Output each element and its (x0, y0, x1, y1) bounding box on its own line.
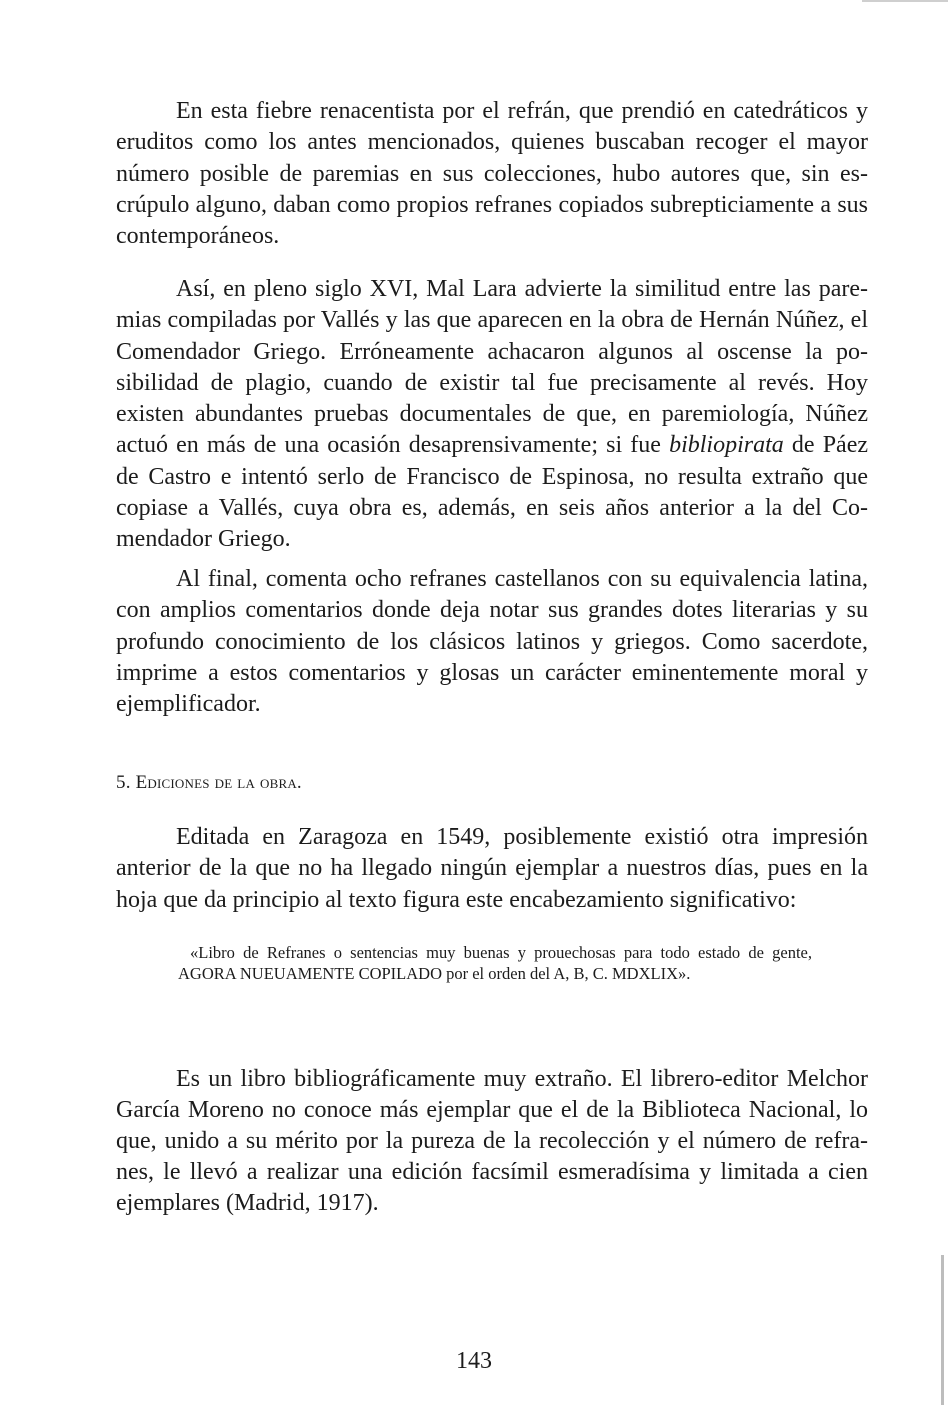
paragraph-3: Al final, comenta ocho refranes castellanos con su equivalencia latina, con amplios comentarios donde deja notar sus grandes dotes literarias y su profundo conocimiento de los clásicos latinos y griegos. Como sacerdote, imprime a estos comentarios y glosas un carácter eminentemente moral y ejemplificador. (116, 566, 868, 718)
paragraph-2 (116, 274, 868, 556)
paragraph-2-emphasis: bibliopirata (669, 432, 784, 459)
paragraph-5: Es un libro bibliográficamente muy extraño. El librero-editor Melchor García Moreno no conoce más ejemplar que el de la Biblioteca Nacional, lo que, unido a su mérito por la pureza de la recolección y el número de refranes, le llevó a realizar una edición facsímil esmeradísima y limitada a cien ejemplares (Madrid, 1917). (116, 1066, 868, 1216)
paragraph-4: Editada en Zaragoza en 1549, posiblemente existió otra impresión anterior de la que no ha llegado ningún ejemplar a nuestros días, pues en la hoja que da principio al texto figura este encabezamiento significativo: (116, 824, 868, 913)
page-edge-right (941, 1255, 944, 1405)
section-heading-title: Ediciones de la obra. (135, 772, 302, 793)
paragraph-2-text-after: de Páez de Castro e intentó serlo de Francisco de Espinosa, no resulta extraño que copiase a Vallés, cuya obra es, además, en seis años anterior a la del Comendador Griego. (116, 432, 869, 553)
section-heading (116, 772, 302, 794)
page-edge-top (862, 0, 948, 2)
section-heading-number: 5. (116, 772, 131, 793)
page-number: 143 (456, 1348, 492, 1374)
paragraph-2-text-before: Así, en pleno siglo XVI, Mal Lara advierte la similitud entre las paremias compiladas por Vallés y las que aparecen en la obra de Hernán Núñez, el Comendador Griego. Erróneamente achacaron algunos al oscense la posibilidad de plagio, cuando de existir tal fue precisamente al revés. Hoy existen abundantes pruebas documentales de que, en paremiología, Núñez actuó en más de una ocasión desaprensivamente; si fue (116, 276, 868, 459)
paragraph-1: En esta fiebre renacentista por el refrán, que prendió en catedráticos y eruditos como los antes mencionados, quienes buscaban recoger el mayor número posible de paremias en sus colecciones, hubo autores que, sin escrúpulo alguno, daban como propios refranes copiados subrepticiamente a sus contemporáneos. (116, 98, 868, 250)
block-quote: «Libro de Refranes o sentencias muy buenas y prouechosas para todo estado de gente, AGORA NUEUAMENTE COPILADO por el orden del A, B, C. MDXLIX». (178, 943, 812, 983)
